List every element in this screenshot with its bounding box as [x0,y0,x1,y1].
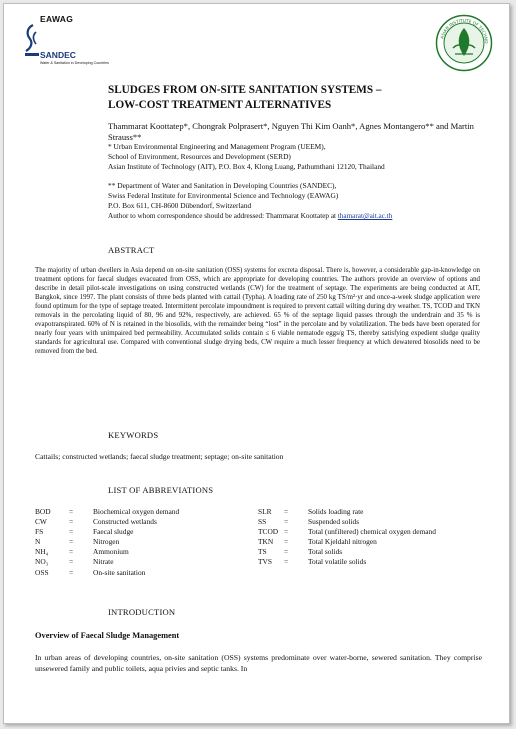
abbreviation-equals: = [284,507,289,516]
paper-title-line1: SLUDGES FROM ON-SITE SANITATION SYSTEMS – [108,84,382,96]
affiliation-ait [108,142,488,172]
abbreviation-term: TKN [258,537,274,547]
abbreviation-term: FS [35,527,44,537]
affiliation-line: P.O. Box 611, CH-8600 Dübendorf, Switzerland [108,201,252,210]
abbreviation-row [258,527,436,537]
abbreviation-definition: Suspended solids [308,517,360,527]
keywords-heading: KEYWORDS [108,430,159,440]
abbreviation-equals: = [69,507,74,516]
abbreviation-term: SLR [258,507,272,516]
abbreviation-row [35,527,179,537]
abbreviation-row [258,537,436,547]
abbreviation-definition: On-site sanitation [93,567,146,577]
abbreviation-term: TCOD [258,527,279,537]
abbreviation-equals: = [284,517,289,527]
abbreviation-row [35,507,179,517]
document-page [3,3,510,724]
affiliation-line: ** Department of Water and Sanitation in Developing Countries (SANDEC), [108,181,337,190]
abbreviation-equals: = [69,537,74,547]
abbreviation-definition: Total Kjeldahl nitrogen [308,537,377,547]
abbreviation-term: BOD [35,507,51,516]
abbreviation-term: CW [35,517,47,527]
correspondence-email-link[interactable]: thamarat@ait.ac.th [337,212,393,220]
university-seal-icon [435,14,493,72]
abbreviation-definition: Total volatile solids [308,557,367,567]
abbreviation-definition: Nitrogen [93,537,120,547]
abbreviation-equals: = [284,557,289,567]
abbreviation-term: TS [258,547,267,557]
svg-text:ASIAN INSTITUTE OF TECHNOLOGY: ASIAN INSTITUTE OF TECHNO [439,17,490,44]
logo-sandec-text: SANDEC [40,50,76,60]
abbreviation-row [258,557,436,567]
abbreviation-equals: = [69,547,74,557]
abbreviation-term: OSS [35,567,49,577]
abbreviations-list-left [35,507,179,578]
abbreviation-row [35,517,179,527]
abbreviation-definition: Constructed wetlands [93,517,157,527]
affiliation-line: * Urban Environmental Engineering and Management Program (UEEM), [108,142,326,151]
paper-title-line2: LOW-COST TREATMENT ALTERNATIVES [108,99,332,111]
abbreviation-definition: Total (unfiltered) chemical oxygen demand [308,527,436,537]
logo-tagline: Water & Sanitation in Developing Countries [40,61,109,65]
abbreviations-heading: LIST OF ABBREVIATIONS [108,485,214,495]
affiliation-line: School of Environment, Resources and Development (SERD) [108,152,291,161]
abbreviation-row [35,547,179,557]
abbreviations-list-right [258,507,436,568]
abbreviation-equals: = [69,517,74,527]
affiliation-sandec [108,181,488,211]
abbreviation-definition: Biochemical oxygen demand [93,507,180,516]
keywords-text: Cattails; constructed wetlands; faecal sludge treatment; septage; on-site sanitation [35,452,284,461]
abbreviation-term: SS [258,517,267,527]
abbreviation-term: NO₃ [35,557,49,567]
abbreviation-equals: = [69,567,74,577]
abbreviation-definition: Total solids [308,547,343,557]
abstract-text: The majority of urban dwellers in Asia depend on on-site sanitation (OSS) systems for excreta disposal. There is, however, a considerable gap-in-knowledge on treatment options for faecal sludges evacuated from OSS, which are appropriate for developing countries. The authors provide an overview of options and describe in detail pilot-scale investigations on using constructed wetlands (CW) for the treatment of septage. The experiments are being conducted at AIT, Bangkok, since 1997. The plant consists of three beds planted with cattail (Typha). A loading rate of 250 kg TS/m²·yr and once-a-week sludge application were found optimum for the type of septage treated. Intermittent percolate impoundment is required to prevent cattail wilting during dry weather. TS, TCOD and TKN removals in the percolating liquid of 80, 96 and 92%, respectively, are achieved. 65 % of the septage liquid passes through the underdrain and 35 % is evapotranspirated. 60% of N is retained in the biosolids, with the remainder being “lost” in the percolate and by volatilization. The beds have been operated for nearly four years with unimpaired bed permeability. Accumulated solids contain ≤ 6 viable nematode eggs/g TS, thereby satisfying expedient sludge quality standards for agricultural use. Compared with conventional sludge drying beds, CW require a much lesser frequency at which dewatered biosolids need to be removed from the bed. [35,267,480,356]
abbreviation-definition: Faecal sludge [93,527,134,537]
abbreviation-row [35,537,179,547]
logo-emblem-icon [24,24,40,58]
abbreviation-term: NH₄ [35,547,49,557]
abbreviation-definition: Ammonium [93,547,129,557]
overview-subheading: Overview of Faecal Sludge Management [35,631,180,640]
abbreviation-equals: = [69,557,74,567]
logo-eawag-text: EAWAG [40,14,74,24]
abbreviation-row [258,507,436,517]
abbreviation-equals: = [69,527,74,537]
abbreviation-row [35,557,179,567]
abbreviation-row [258,517,436,527]
affiliation-line: Asian Institute of Technology (AIT), P.O. Box 4, Klong Luang, Pathumthani 12120, Thailand [108,162,385,171]
abbreviation-row [258,547,436,557]
correspondence-note [108,212,392,220]
abbreviation-equals: = [284,527,289,537]
abbreviation-definition: Nitrate [93,557,114,567]
abbreviation-row [35,568,179,578]
abbreviation-equals: = [284,537,289,547]
abbreviation-term: N [35,537,41,547]
abstract-heading: ABSTRACT [108,245,155,255]
author-list: Thammarat Koottatep*, Chongrak Polprasert*, Nguyen Thi Kim Oanh*, Agnes Montangero** and Martin Strauss** [108,121,474,143]
abbreviation-term: TVS [258,557,272,567]
affiliation-line: Swiss Federal Institute for Environmental Science and Technology (EAWAG) [108,191,339,200]
introduction-text: In urban areas of developing countries, on-site sanitation (OSS) systems predominate over water-borne, sewered sanitation. They comprise unsewered family and public toilets, aqua privies and septic tanks. In [35,653,482,673]
abbreviation-definition: Solids loading rate [308,507,364,516]
paper-title [108,83,381,113]
correspondence-text: Author to whom correspondence should be addressed: Thammarat Koottatep at [108,212,338,220]
abbreviation-equals: = [284,547,289,557]
introduction-heading: INTRODUCTION [108,607,176,617]
